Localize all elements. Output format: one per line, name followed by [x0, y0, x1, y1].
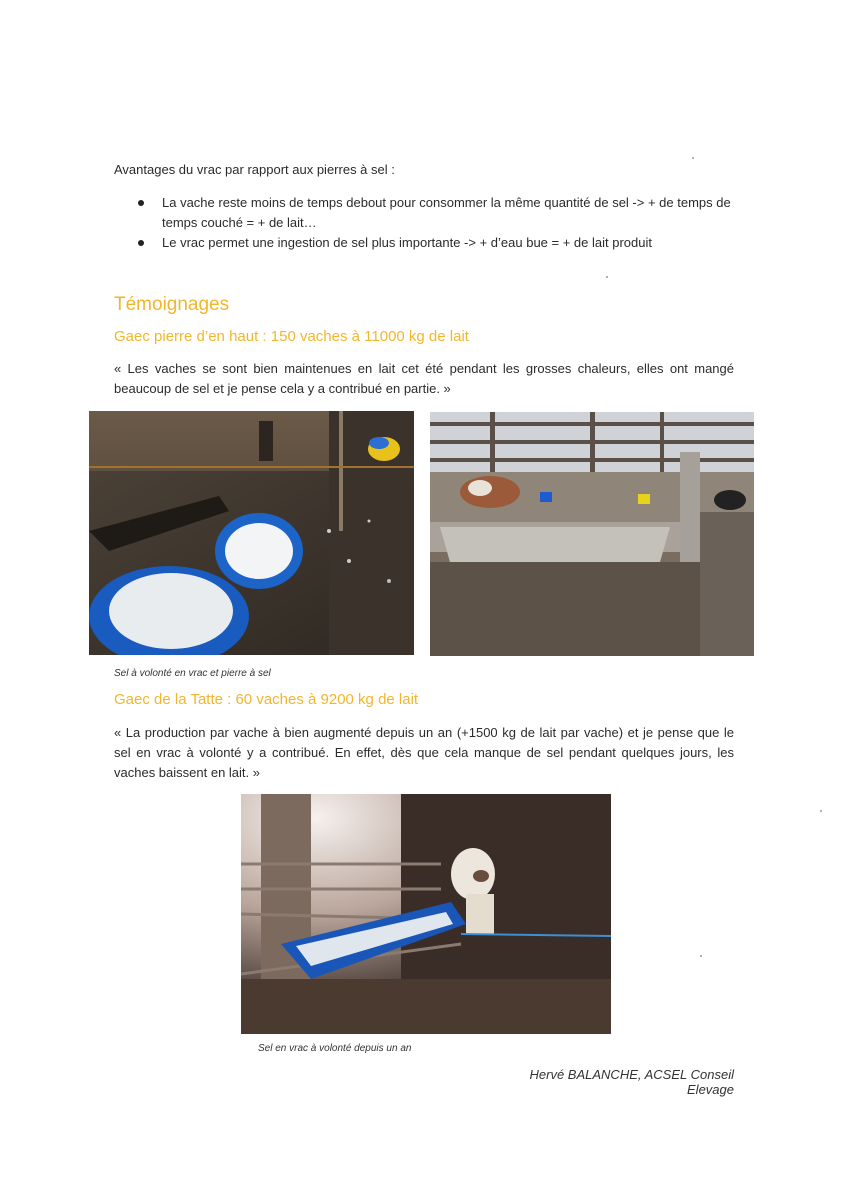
- photo-caption-2: Sel en vrac à volonté depuis un an: [258, 1043, 412, 1054]
- section-title: Témoignages: [114, 294, 230, 315]
- photo-caption-1: Sel à volonté en vrac et pierre à sel: [114, 668, 271, 679]
- farm1-quote: « Les vaches se sont bien maintenues en lait cet été pendant les grosses chaleurs, elles ont mangé beaucoup de sel et je pense cela y a contribué en partie. »: [114, 361, 734, 396]
- advantages-list: [112, 193, 734, 253]
- list-item: La vache reste moins de temps debout pour consommer la même quantité de sel -> + de temps de temps couché = + de lait…: [112, 193, 734, 233]
- bullet-icon: [138, 200, 144, 206]
- bullet-icon: [138, 240, 144, 246]
- salt-tubs-photo: [89, 411, 414, 655]
- farm1-title: Gaec pierre d’en haut : 150 vaches à 11000 kg de lait: [114, 328, 469, 345]
- farm2-quote: « La production par vache à bien augmenté depuis un an (+1500 kg de lait par vache) et je pense que le sel en vrac à volonté y a contribué. En effet, dès que cela manque de sel pendant quelques jours, les vaches baissent en lait. »: [114, 725, 734, 780]
- farm2-title: Gaec de la Tatte : 60 vaches à 9200 kg de lait: [114, 691, 419, 708]
- author-signature: Hervé BALANCHE, ACSEL Conseil Elevage: [529, 1067, 734, 1097]
- list-item: Le vrac permet une ingestion de sel plus importante -> + d’eau bue = + de lait produit: [112, 233, 734, 253]
- intro-heading: Avantages du vrac par rapport aux pierres à sel :: [114, 162, 395, 177]
- cow-trough-photo: [241, 794, 611, 1034]
- barn-trough-photo: [430, 412, 754, 656]
